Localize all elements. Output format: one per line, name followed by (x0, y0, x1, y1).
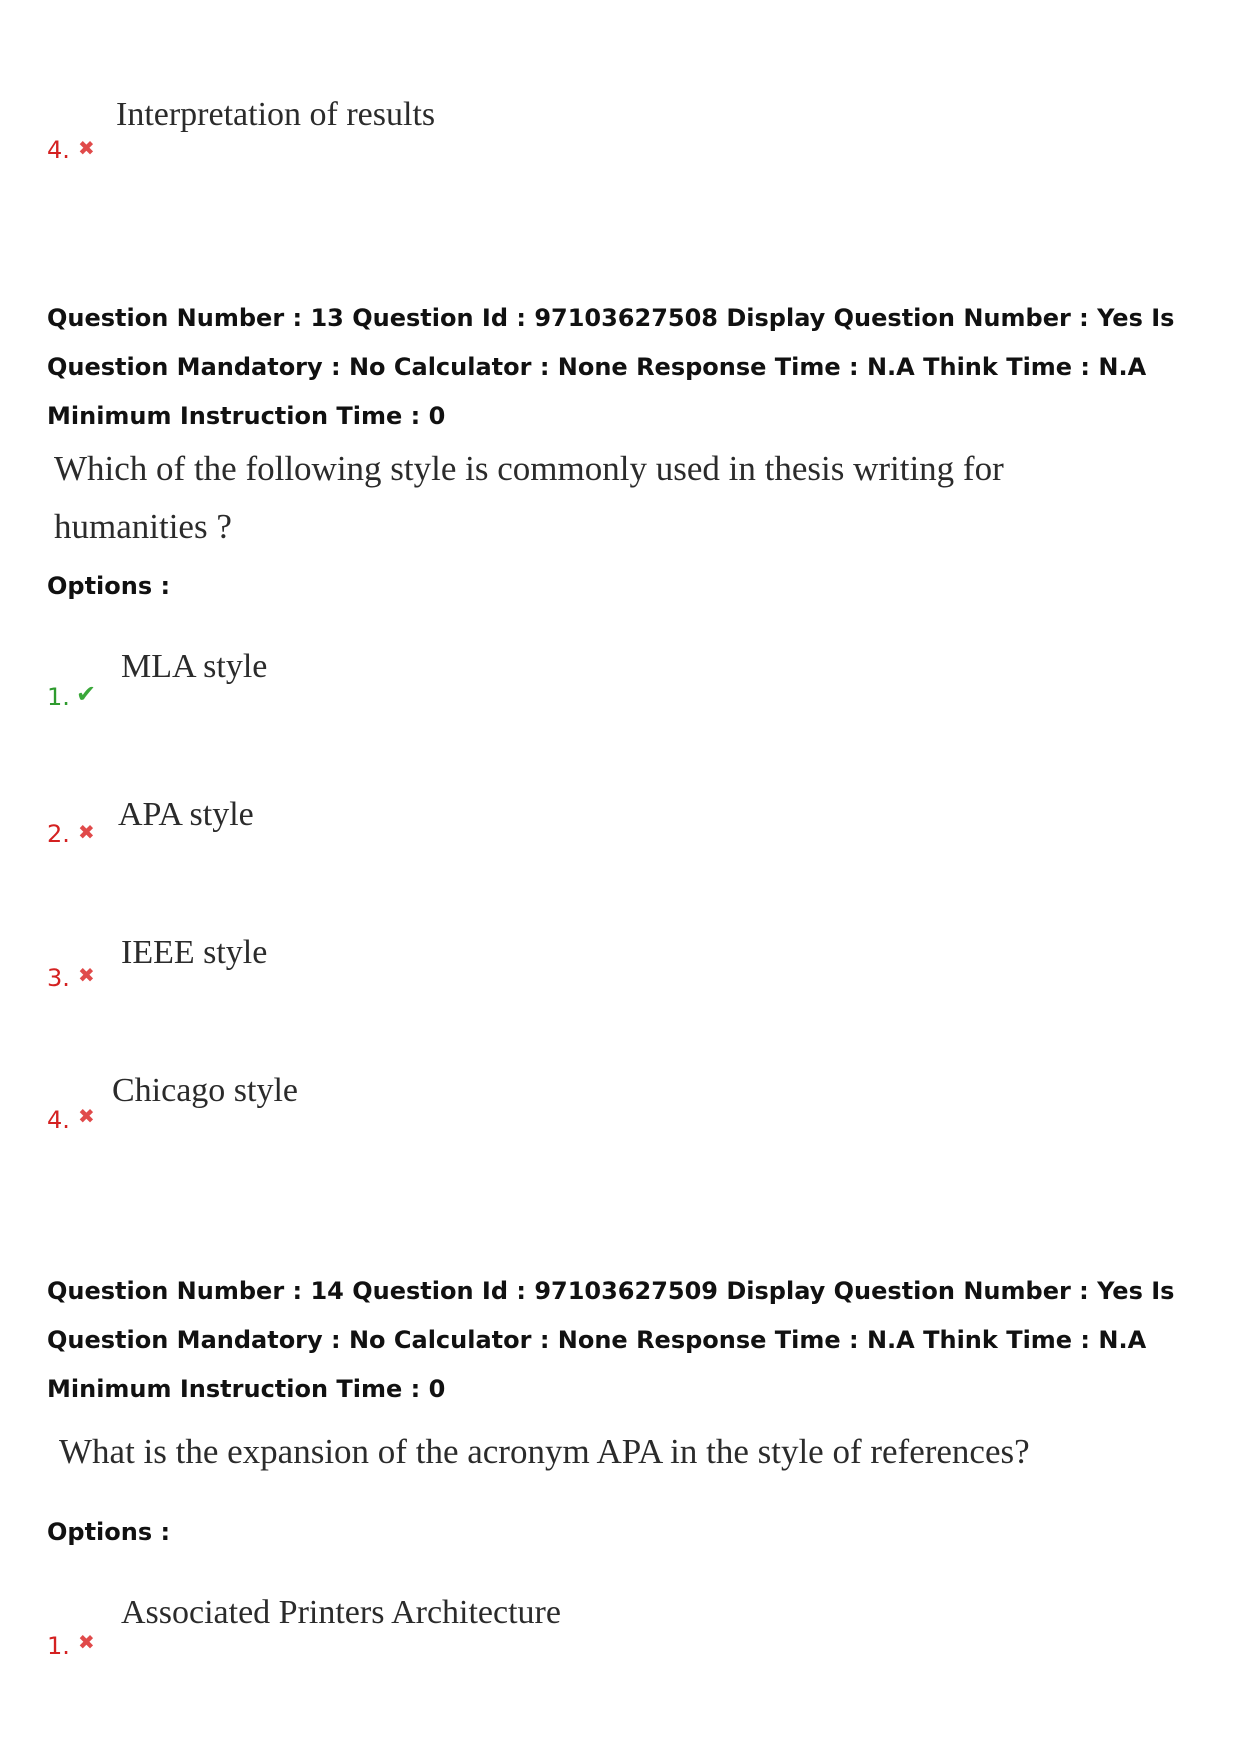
options-label: Options : (47, 1518, 171, 1546)
option-text: APA style (118, 796, 254, 833)
question-13-meta: Question Number : 13 Question Id : 97103627508 Display Question Number : Yes Is Question Mandatory : No Calculator : None Response Time : N.A Think Time : N.A Minimum Instruction Time : 0 (47, 304, 1175, 430)
option-text: Chicago style (112, 1072, 299, 1109)
option-text: Interpretation of results (116, 96, 436, 133)
question-13-line-1: Which of the following style is commonly used in thesis writing for (54, 449, 1004, 488)
cross-icon: ✖ (78, 136, 95, 160)
check-icon: ✔ (76, 680, 97, 708)
option-number: 4. (47, 136, 70, 164)
option-number: 1. (47, 1632, 70, 1660)
option-number: 3. (47, 964, 70, 992)
question-13-line-2: humanities ? (54, 507, 232, 546)
option-text: IEEE style (121, 934, 268, 971)
question-13-text (54, 440, 1004, 556)
option-text: Associated Printers Architecture (121, 1594, 561, 1631)
question-14-text: What is the expansion of the acronym APA in the style of references? (59, 1432, 1030, 1471)
option-number: 4. (47, 1106, 70, 1134)
option-number: 1. (47, 683, 70, 711)
cross-icon: ✖ (78, 963, 95, 987)
cross-icon: ✖ (78, 820, 95, 844)
options-label: Options : (47, 572, 171, 600)
option-text: MLA style (121, 648, 268, 685)
option-number: 2. (47, 820, 70, 848)
cross-icon: ✖ (78, 1104, 95, 1128)
question-14-meta: Question Number : 14 Question Id : 97103627509 Display Question Number : Yes Is Question Mandatory : No Calculator : None Response Time : N.A Think Time : N.A Minimum Instruction Time : 0 (47, 1277, 1175, 1403)
cross-icon: ✖ (78, 1630, 95, 1654)
